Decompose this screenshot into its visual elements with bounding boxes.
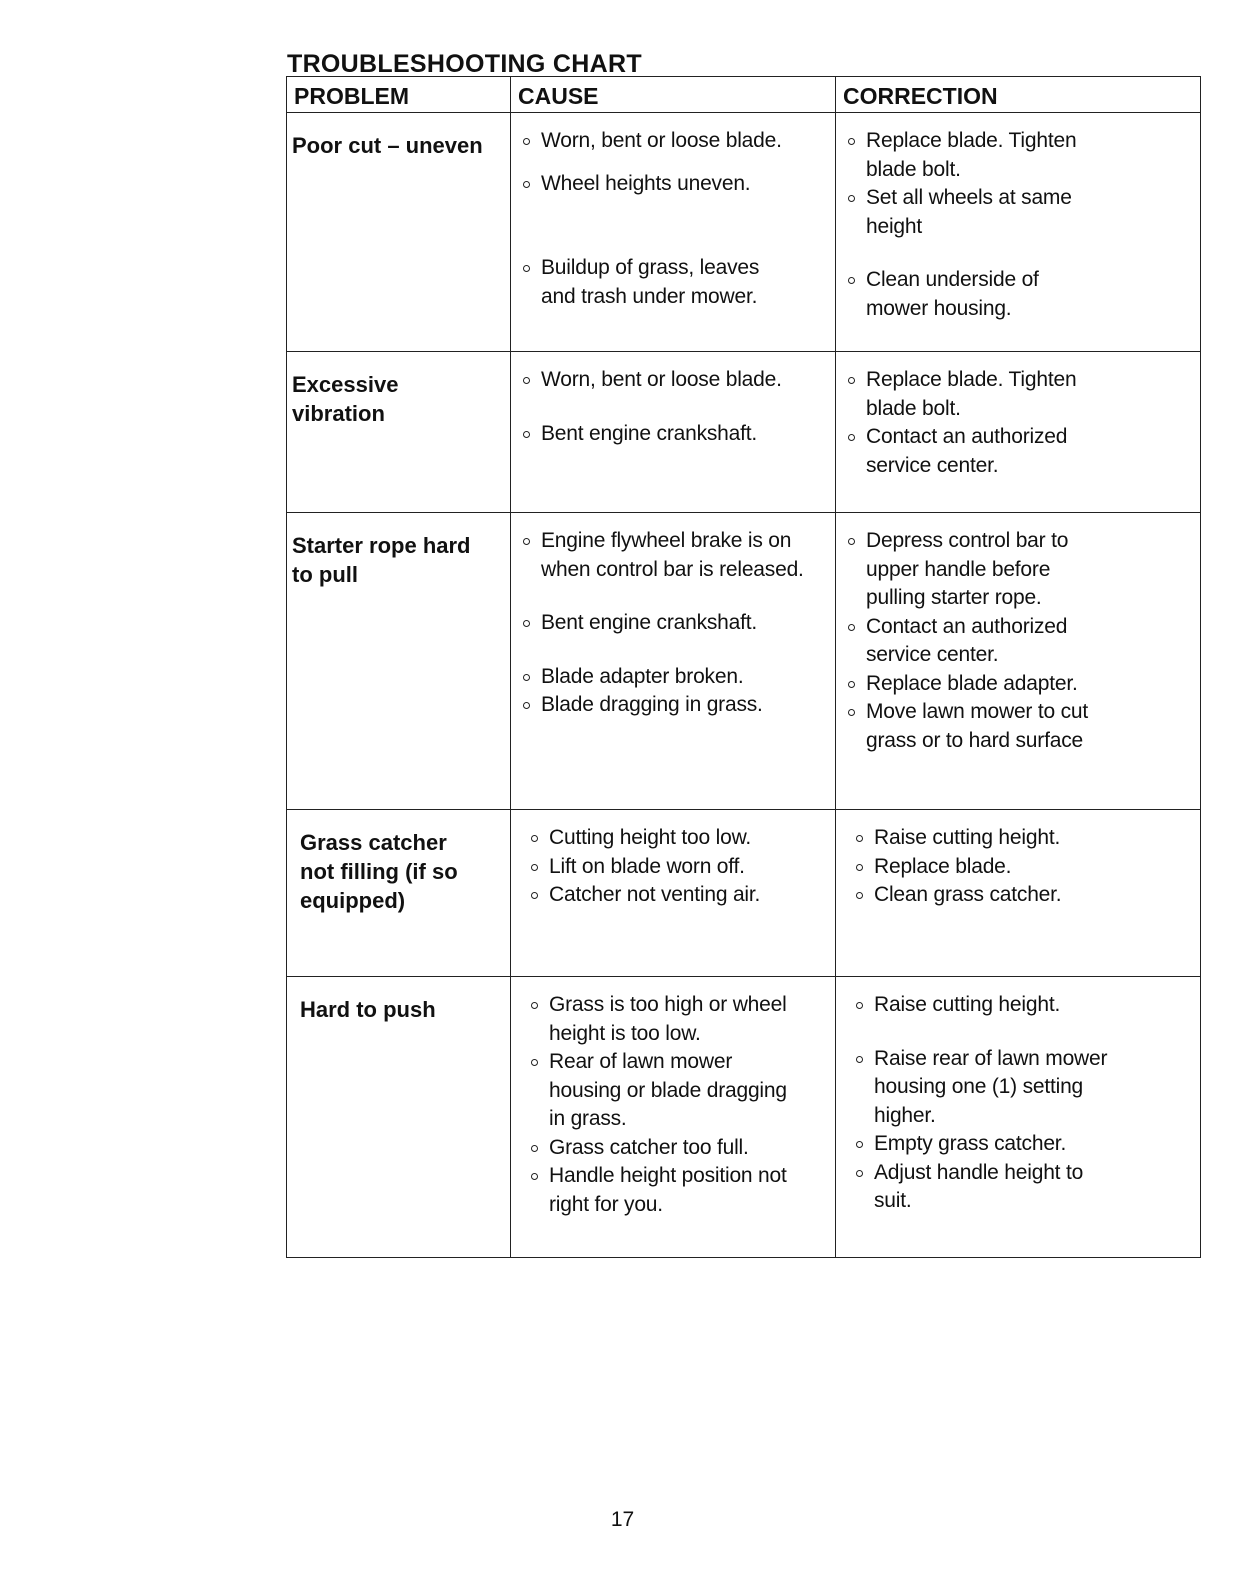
- correction-cell: [836, 352, 1201, 513]
- cause-item: Wheel heights uneven.: [521, 170, 823, 199]
- header-cause: CAUSE: [511, 77, 836, 113]
- cause-item: Bent engine crankshaft.: [521, 609, 823, 638]
- cause-item: Buildup of grass, leaves and trash under mower.: [521, 254, 823, 311]
- correction-item: Raise rear of lawn mower housing one (1) setting higher.: [854, 1045, 1188, 1131]
- cause-item: Engine flywheel brake is on when control bar is released.: [521, 527, 823, 584]
- problem-text: Hard to push: [300, 997, 436, 1022]
- correction-item: Clean underside of mower housing.: [846, 266, 1188, 323]
- cause-item: Worn, bent or loose blade.: [521, 127, 823, 156]
- table-row: [287, 352, 1201, 513]
- correction-item: Contact an authorized service center.: [846, 423, 1188, 480]
- cause-item: Blade dragging in grass.: [521, 691, 823, 720]
- cause-cell: [511, 352, 836, 513]
- cause-item: Grass catcher too full.: [529, 1134, 823, 1163]
- problem-cell: [287, 113, 511, 352]
- correction-item: Move lawn mower to cut grass or to hard surface: [846, 698, 1188, 755]
- cause-cell: [511, 113, 836, 352]
- correction-item: Raise cutting height.: [854, 824, 1188, 853]
- problem-text: Grass catcher not filling (if so equipped): [300, 830, 458, 913]
- cause-item: Cutting height too low.: [529, 824, 823, 853]
- cause-item: Worn, bent or loose blade.: [521, 366, 823, 395]
- header-problem: PROBLEM: [287, 77, 511, 113]
- correction-cell: [836, 810, 1201, 977]
- correction-cell: [836, 513, 1201, 810]
- troubleshooting-table: [286, 76, 1201, 1258]
- table-header-row: [287, 77, 1201, 113]
- table-row: [287, 113, 1201, 352]
- correction-item: Raise cutting height.: [854, 991, 1188, 1020]
- page-title: TROUBLESHOOTING CHART: [287, 50, 642, 78]
- correction-item: Depress control bar to upper handle before pulling starter rope.: [846, 527, 1188, 613]
- problem-text: Starter rope hard to pull: [292, 533, 471, 587]
- correction-cell: [836, 113, 1201, 352]
- correction-item: Replace blade. Tighten blade bolt.: [846, 127, 1188, 184]
- cause-item: Catcher not venting air.: [529, 881, 823, 910]
- correction-item: Adjust handle height to suit.: [854, 1159, 1188, 1216]
- cause-item: Lift on blade worn off.: [529, 853, 823, 882]
- correction-item: Empty grass catcher.: [854, 1130, 1188, 1159]
- correction-item: Set all wheels at same height: [846, 184, 1188, 241]
- problem-text: Excessive vibration: [292, 372, 399, 426]
- correction-item: Replace blade. Tighten blade bolt.: [846, 366, 1188, 423]
- correction-item: Clean grass catcher.: [854, 881, 1188, 910]
- page-number: 17: [610, 1508, 635, 1531]
- problem-cell: [287, 977, 511, 1258]
- cause-item: Blade adapter broken.: [521, 663, 823, 692]
- problem-cell: [287, 810, 511, 977]
- cause-item: Bent engine crankshaft.: [521, 420, 823, 449]
- cause-cell: [511, 810, 836, 977]
- problem-text: Poor cut – uneven: [292, 133, 483, 158]
- correction-cell: [836, 977, 1201, 1258]
- problem-cell: [287, 513, 511, 810]
- cause-item: Rear of lawn mower housing or blade dragging in grass.: [529, 1048, 823, 1134]
- cause-item: Grass is too high or wheel height is too low.: [529, 991, 823, 1048]
- correction-item: Replace blade adapter.: [846, 670, 1188, 699]
- cause-cell: [511, 513, 836, 810]
- problem-cell: [287, 352, 511, 513]
- correction-item: Contact an authorized service center.: [846, 613, 1188, 670]
- cause-cell: [511, 977, 836, 1258]
- correction-item: Replace blade.: [854, 853, 1188, 882]
- table-row: [287, 810, 1201, 977]
- cause-item: Handle height position not right for you.: [529, 1162, 823, 1219]
- table-row: [287, 513, 1201, 810]
- table-row: [287, 977, 1201, 1258]
- header-correction: CORRECTION: [836, 77, 1201, 113]
